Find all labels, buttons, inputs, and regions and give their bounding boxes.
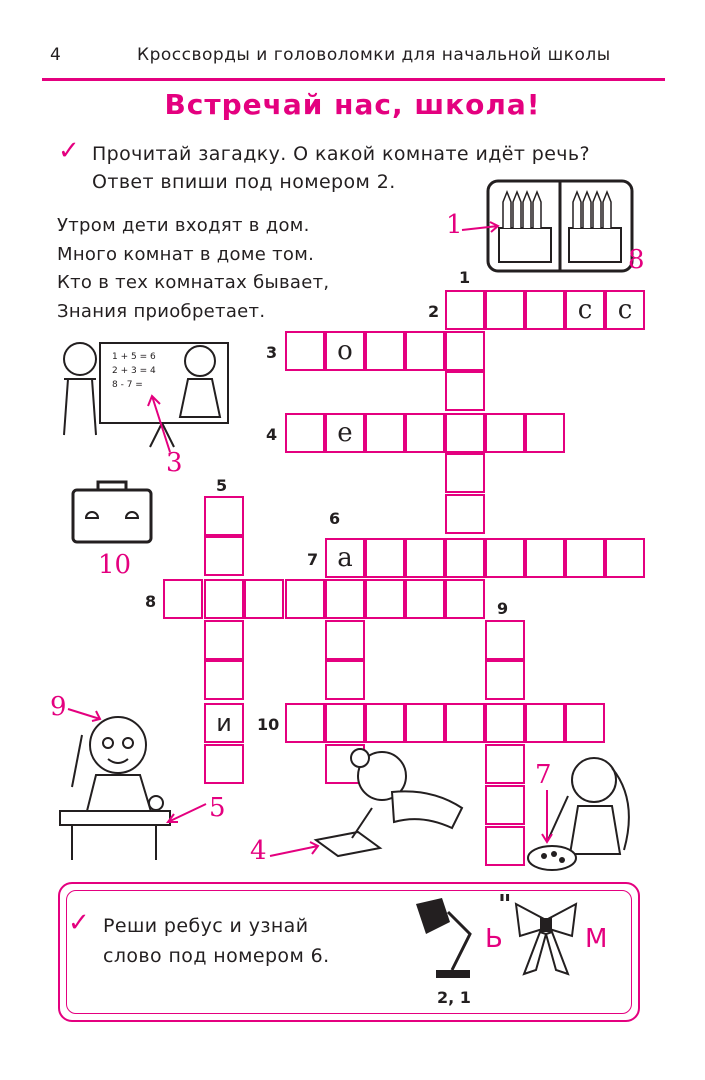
boy-at-desk-illustration: [56, 705, 176, 865]
crossword-cell[interactable]: е: [325, 413, 365, 453]
poem-line-1: Утром дети входят в дом.: [57, 215, 310, 236]
crossword-cell[interactable]: [325, 620, 365, 660]
crossword-cell[interactable]: [405, 331, 445, 371]
crossword-cell[interactable]: [445, 413, 485, 453]
checkmark-icon: ✓: [58, 136, 80, 166]
briefcase-illustration: [70, 478, 155, 546]
poem-line-3: Кто в тех комнатах бывает,: [57, 272, 330, 293]
task1-line1: Прочитай загадку. О какой комнате идёт речь?: [92, 143, 590, 165]
svg-text:2 + 3 = 4: 2 + 3 = 4: [112, 366, 156, 376]
crossword-cell[interactable]: [325, 660, 365, 700]
header-rule: [42, 78, 665, 81]
crossword-cell[interactable]: [485, 290, 525, 330]
pencil-case-illustration: [485, 178, 635, 274]
crossword-cell[interactable]: [365, 538, 405, 578]
crossword-cell[interactable]: [445, 538, 485, 578]
crossword-cell[interactable]: [365, 703, 405, 743]
clue-number-5: 5: [216, 476, 228, 495]
crossword-cell[interactable]: [204, 536, 244, 576]
crossword-cell[interactable]: [445, 703, 485, 743]
crossword-cell[interactable]: [365, 331, 405, 371]
crossword-cell[interactable]: [204, 744, 244, 784]
crossword-cell[interactable]: [485, 620, 525, 660]
arrow-icon: [68, 705, 104, 723]
crossword-cell[interactable]: [244, 579, 284, 619]
crossword-cell[interactable]: [325, 703, 365, 743]
crossword-cell[interactable]: [285, 579, 325, 619]
arrow-icon: [270, 840, 322, 860]
clue-number-7: 7: [307, 550, 319, 569]
crossword-cell[interactable]: о: [325, 331, 365, 371]
crossword-cell[interactable]: [485, 703, 525, 743]
crossword-cell[interactable]: [285, 703, 325, 743]
crossword-cell[interactable]: [485, 785, 525, 825]
clue-number-6: 6: [329, 509, 341, 528]
rebus-letter-m: М: [585, 924, 608, 954]
crossword-cell[interactable]: [204, 620, 244, 660]
label-girl-painting: 7: [535, 760, 552, 790]
crossword-cell[interactable]: [405, 413, 445, 453]
crossword-cell[interactable]: [445, 290, 485, 330]
rebus-letter-soft-sign: Ь: [485, 924, 503, 954]
task2-line2: слово под номером 6.: [103, 945, 330, 967]
arrow-icon: [166, 800, 208, 826]
crossword-cell[interactable]: с: [605, 290, 645, 330]
lamp-letter-numbers: 2, 1: [437, 988, 471, 1007]
poem-line-2: Много комнат в доме том.: [57, 244, 315, 265]
crossword-cell[interactable]: [325, 579, 365, 619]
crossword-cell[interactable]: а: [325, 538, 365, 578]
page-number: 4: [50, 45, 61, 65]
crossword-cell[interactable]: [204, 660, 244, 700]
label-boy: 9: [50, 692, 67, 722]
crossword-cell[interactable]: и: [204, 703, 244, 743]
clue-number-1: 1: [459, 268, 471, 287]
crossword-cell[interactable]: [605, 538, 645, 578]
crossword-cell[interactable]: [285, 331, 325, 371]
label-pencil-case-answer: 8: [628, 245, 645, 275]
svg-text:1 + 5 = 6: 1 + 5 = 6: [112, 352, 156, 362]
bow-icon: [510, 900, 582, 978]
crossword-cell[interactable]: [525, 703, 565, 743]
label-girl-reading: 4: [250, 836, 267, 866]
clue-number-3: 3: [266, 343, 278, 362]
clue-number-8: 8: [145, 592, 157, 611]
task2-line1: Реши ребус и узнай: [103, 915, 309, 937]
crossword-cell[interactable]: [525, 538, 565, 578]
arrow-icon: [540, 790, 554, 846]
crossword-cell[interactable]: [485, 660, 525, 700]
running-title: Кроссворды и головоломки для начальной школы: [137, 45, 611, 65]
clue-number-10: 10: [257, 715, 280, 734]
crossword-cell[interactable]: [445, 371, 485, 411]
crossword-cell[interactable]: [365, 579, 405, 619]
lamp-icon: [408, 894, 486, 986]
task1-line2: Ответ впиши под номером 2.: [92, 171, 396, 193]
poem-line-4: Знания приобретает.: [57, 301, 266, 322]
label-pencil-case: 1: [446, 210, 463, 240]
crossword-cell[interactable]: [485, 538, 525, 578]
crossword-cell[interactable]: [445, 331, 485, 371]
checkmark-icon: ✓: [68, 908, 90, 938]
crossword-cell[interactable]: [204, 496, 244, 536]
clue-number-4: 4: [266, 425, 278, 444]
crossword-cell[interactable]: [365, 413, 405, 453]
crossword-cell[interactable]: [485, 413, 525, 453]
crossword-cell[interactable]: [445, 579, 485, 619]
crossword-cell[interactable]: [485, 744, 525, 784]
label-briefcase: 10: [98, 550, 132, 580]
label-boy-desk: 5: [209, 793, 226, 823]
crossword-cell[interactable]: [525, 413, 565, 453]
crossword-cell[interactable]: [485, 826, 525, 866]
crossword-cell[interactable]: [405, 579, 445, 619]
rebus-commas: ": [498, 890, 512, 920]
crossword-cell[interactable]: [163, 579, 203, 619]
kids-at-board-illustration: [50, 335, 240, 450]
girl-reading-illustration: [312, 748, 472, 858]
crossword-cell[interactable]: [445, 494, 485, 534]
crossword-cell[interactable]: [405, 538, 445, 578]
arrow-icon: [462, 222, 502, 234]
crossword-cell[interactable]: [445, 453, 485, 493]
page-title: Встречай нас, школа!: [164, 88, 541, 121]
label-board: 3: [166, 448, 183, 478]
svg-text:8 - 7 =: 8 - 7 =: [112, 380, 143, 390]
crossword-cell[interactable]: [565, 703, 605, 743]
crossword-cell[interactable]: [565, 538, 605, 578]
crossword-cell[interactable]: с: [565, 290, 605, 330]
crossword-cell[interactable]: [525, 290, 565, 330]
arrow-icon: [146, 392, 176, 454]
clue-number-2: 2: [428, 302, 440, 321]
crossword-cell[interactable]: [405, 703, 445, 743]
clue-number-9: 9: [497, 599, 509, 618]
crossword-cell[interactable]: [204, 579, 244, 619]
crossword-cell[interactable]: [285, 413, 325, 453]
